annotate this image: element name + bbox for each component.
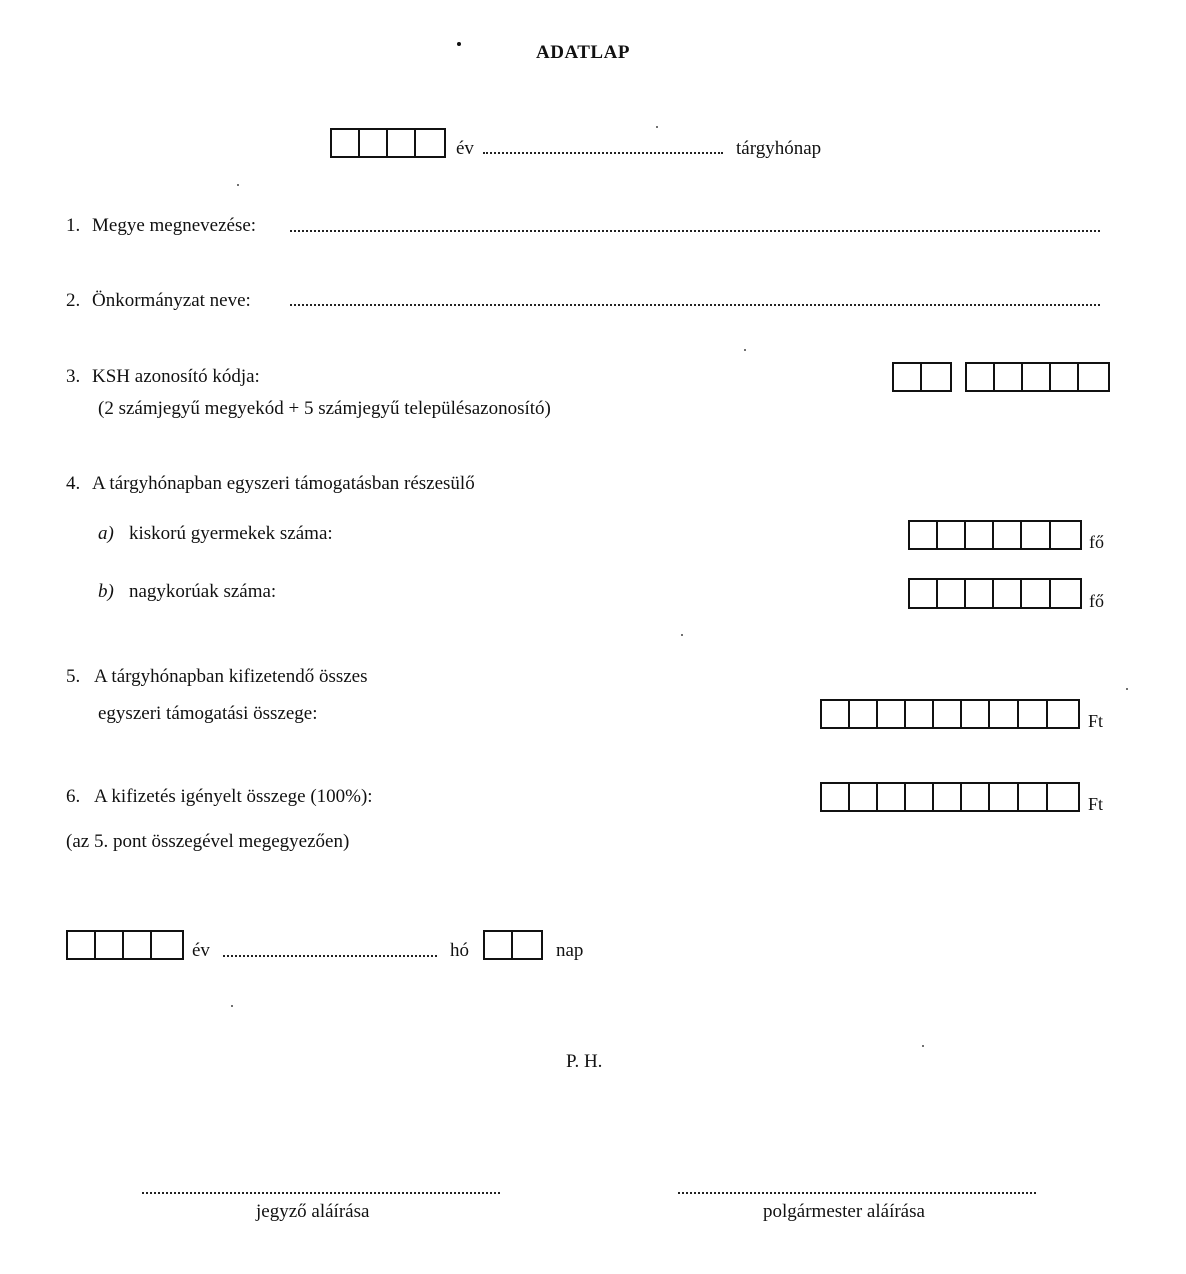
period-targyhonap-label: tárgyhónap: [736, 138, 822, 159]
item-4b-letter: b): [98, 581, 114, 602]
item-2-label: Önkormányzat neve:: [92, 290, 251, 311]
item-3-number: 3.: [66, 366, 81, 387]
year-boxes-period[interactable]: [330, 128, 446, 158]
item-3-label: KSH azonosító kódja:: [92, 366, 260, 387]
county-name-line[interactable]: [290, 230, 1100, 232]
requested-amount-boxes[interactable]: [820, 782, 1080, 812]
scan-speck: [922, 1045, 924, 1047]
item-6-note: (az 5. pont összegével megegyezően): [66, 831, 350, 852]
scan-speck: [1126, 688, 1128, 690]
item-1-number: 1.: [66, 215, 81, 236]
scan-speck: [656, 126, 658, 128]
municipality-name-line[interactable]: [290, 304, 1100, 306]
item-6-number: 6.: [66, 786, 81, 807]
mayor-signature-label: polgármester aláírása: [763, 1201, 925, 1222]
item-4a-letter: a): [98, 523, 114, 544]
item-4b-label: nagykorúak száma:: [129, 581, 277, 602]
stamp-place-label: P. H.: [566, 1051, 603, 1072]
item-5-line1: A tárgyhónapban kifizetendő összes: [94, 666, 368, 687]
item-5-line2: egyszeri támogatási összege:: [98, 703, 318, 724]
scan-speck: [681, 634, 683, 636]
item-5-number: 5.: [66, 666, 81, 687]
total-amount-unit: Ft: [1088, 711, 1104, 731]
adults-count-boxes[interactable]: [908, 578, 1082, 609]
item-4a-label: kiskorú gyermekek száma:: [129, 523, 333, 544]
notary-signature-line[interactable]: [142, 1192, 500, 1194]
date-year-boxes[interactable]: [66, 930, 184, 960]
date-day-boxes[interactable]: [483, 930, 543, 960]
period-ev-label: év: [456, 138, 474, 159]
scan-speck: [237, 184, 239, 186]
period-month-line[interactable]: [483, 152, 723, 154]
minors-count-boxes[interactable]: [908, 520, 1082, 550]
item-4-number: 4.: [66, 473, 81, 494]
adults-unit: fő: [1089, 591, 1104, 611]
requested-amount-unit: Ft: [1088, 794, 1104, 814]
form-title: ADATLAP: [536, 42, 630, 63]
item-2-number: 2.: [66, 290, 81, 311]
scan-speck: [457, 42, 461, 46]
date-nap-label: nap: [556, 940, 584, 961]
notary-signature-label: jegyző aláírása: [256, 1201, 370, 1222]
date-month-line[interactable]: [223, 955, 437, 957]
item-6-label: A kifizetés igényelt összege (100%):: [94, 786, 373, 807]
scan-speck: [744, 349, 746, 351]
item-1-label: Megye megnevezése:: [92, 215, 257, 236]
scan-speck: [231, 1005, 233, 1007]
ksh-settlement-code-boxes[interactable]: [965, 362, 1110, 392]
item-4-label: A tárgyhónapban egyszeri támogatásban részesülő: [92, 473, 475, 494]
date-ev-label: év: [192, 940, 210, 961]
date-ho-label: hó: [450, 940, 469, 961]
item-3-note: (2 számjegyű megyekód + 5 számjegyű településazonosító): [98, 398, 551, 419]
mayor-signature-line[interactable]: [678, 1192, 1036, 1194]
ksh-county-code-boxes[interactable]: [892, 362, 952, 392]
minors-unit: fő: [1089, 532, 1104, 552]
total-amount-boxes[interactable]: [820, 699, 1080, 729]
